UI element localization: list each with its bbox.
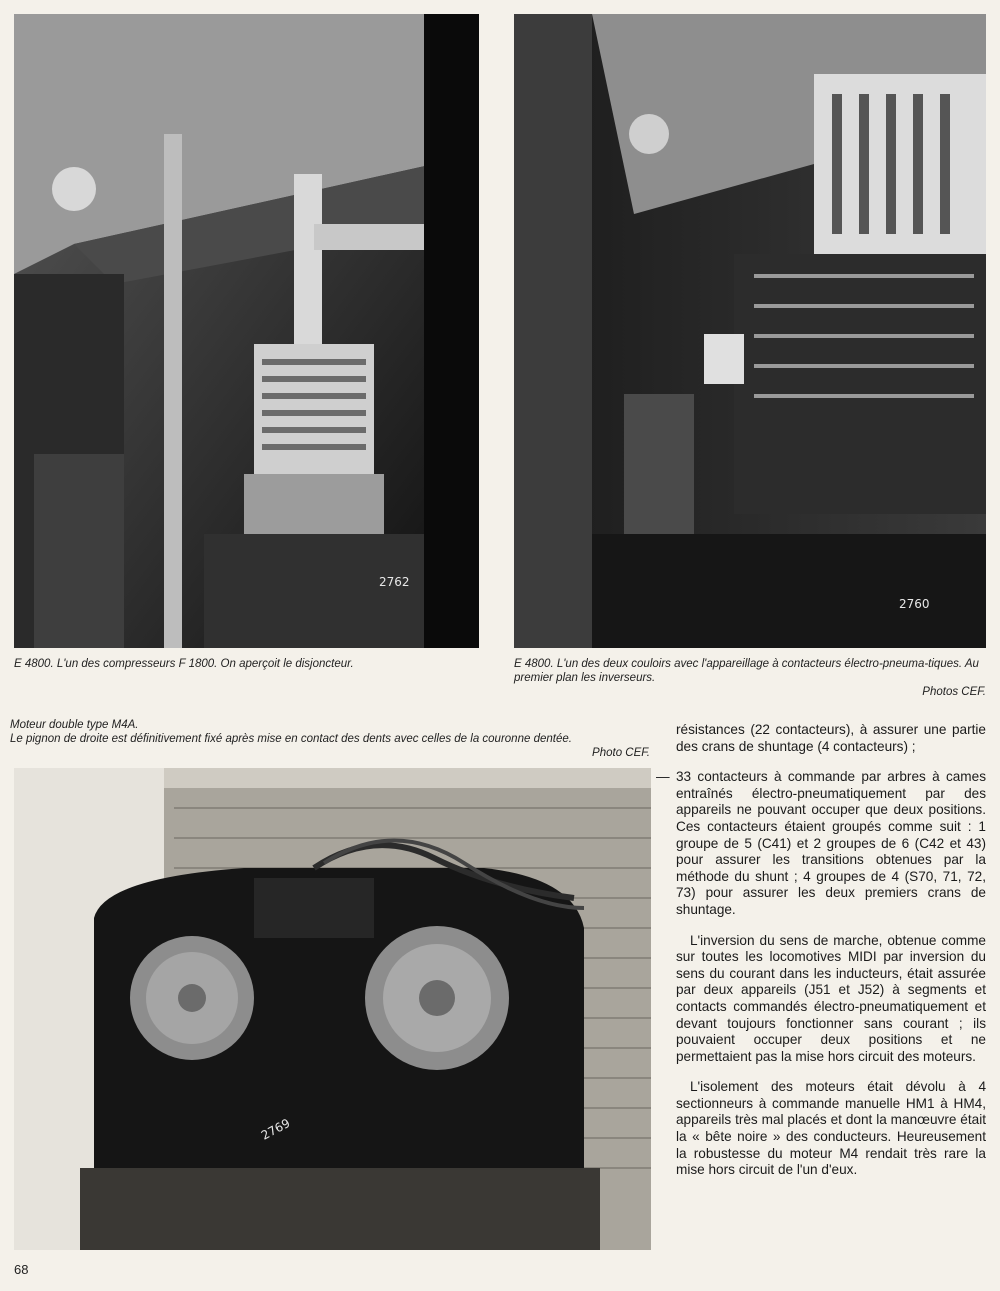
caption-compressor-text: E 4800. L'un des compresseurs F 1800. On aperçoit le disjoncteur.	[14, 658, 354, 670]
photo-number-corridor: 2760	[899, 597, 930, 611]
paragraph-isolement: L'isolement des moteurs était dévolu à 4 sectionneurs à commande manuelle HM1 à HM4, appareils très mal placés et dont la manœuvre était la « bête noire » des conducteurs. Heureusement la robustesse du moteur M4 rendait très rare la mise hors circuit de l'un d'eux.	[676, 1079, 986, 1178]
caption-corridor-text: E 4800. L'un des deux couloirs avec l'appareillage à contacteurs électro-pneuma-tiques. Au premier plan les inverseurs.	[514, 658, 979, 684]
compressor-illustration	[14, 14, 479, 648]
page-number: 68	[14, 1262, 29, 1277]
caption-corridor-credit: Photos CEF.	[922, 686, 986, 698]
caption-compressor	[14, 657, 479, 671]
photo-corridor	[514, 14, 986, 648]
caption-motor-title: Moteur double type M4A.	[10, 719, 139, 731]
article-column	[656, 722, 986, 1193]
list-dash: —	[656, 769, 670, 785]
paragraph-inversion: L'inversion du sens de marche, obtenue comme sur toutes les locomotives MIDI par inversion du sens du courant dans les inducteurs, était assurée par deux appareils (J51 et J52) à segments et contacts commandés électro-pneumatiquement et devant toujours fonctionner sans courant ; ils pouvaient occuper deux positions et ne permettaient pas la mise hors circuit des moteurs.	[676, 932, 986, 1064]
photo-motor	[14, 768, 651, 1250]
paragraph-resistances: résistances (22 contacteurs), à assurer une partie des crans de shuntage (4 contacteurs) ;	[676, 722, 986, 754]
corridor-illustration	[514, 14, 986, 648]
photo-number-motor: 2769	[258, 1115, 293, 1143]
paragraph-contacteurs-text: 33 contacteurs à commande par arbres à cames entraînés électro-pneumatiquement par des appareils ne pouvant occuper que deux positions. Ces contacteurs étaient groupés comme suit : 1 groupe de 5 (C41) et 2 groupes de 6 (C42 et 43) pour assurer les transitions obtenues par la méthode du shunt ; 4 groupes de 4 (S70, 71, 72, 73) pour assurer les deux premiers crans de shuntage.	[676, 769, 986, 917]
caption-corridor	[514, 657, 986, 699]
caption-motor-text: Le pignon de droite est définitivement fixé après mise en contact des dents avec celles de la couronne dentée.	[10, 733, 572, 745]
paragraph-contacteurs	[656, 769, 986, 918]
photo-compressor	[14, 14, 479, 648]
caption-motor	[10, 718, 650, 760]
motor-illustration	[14, 768, 651, 1250]
caption-motor-credit: Photo CEF.	[592, 747, 650, 759]
photo-number-compressor: 2762	[379, 575, 410, 589]
